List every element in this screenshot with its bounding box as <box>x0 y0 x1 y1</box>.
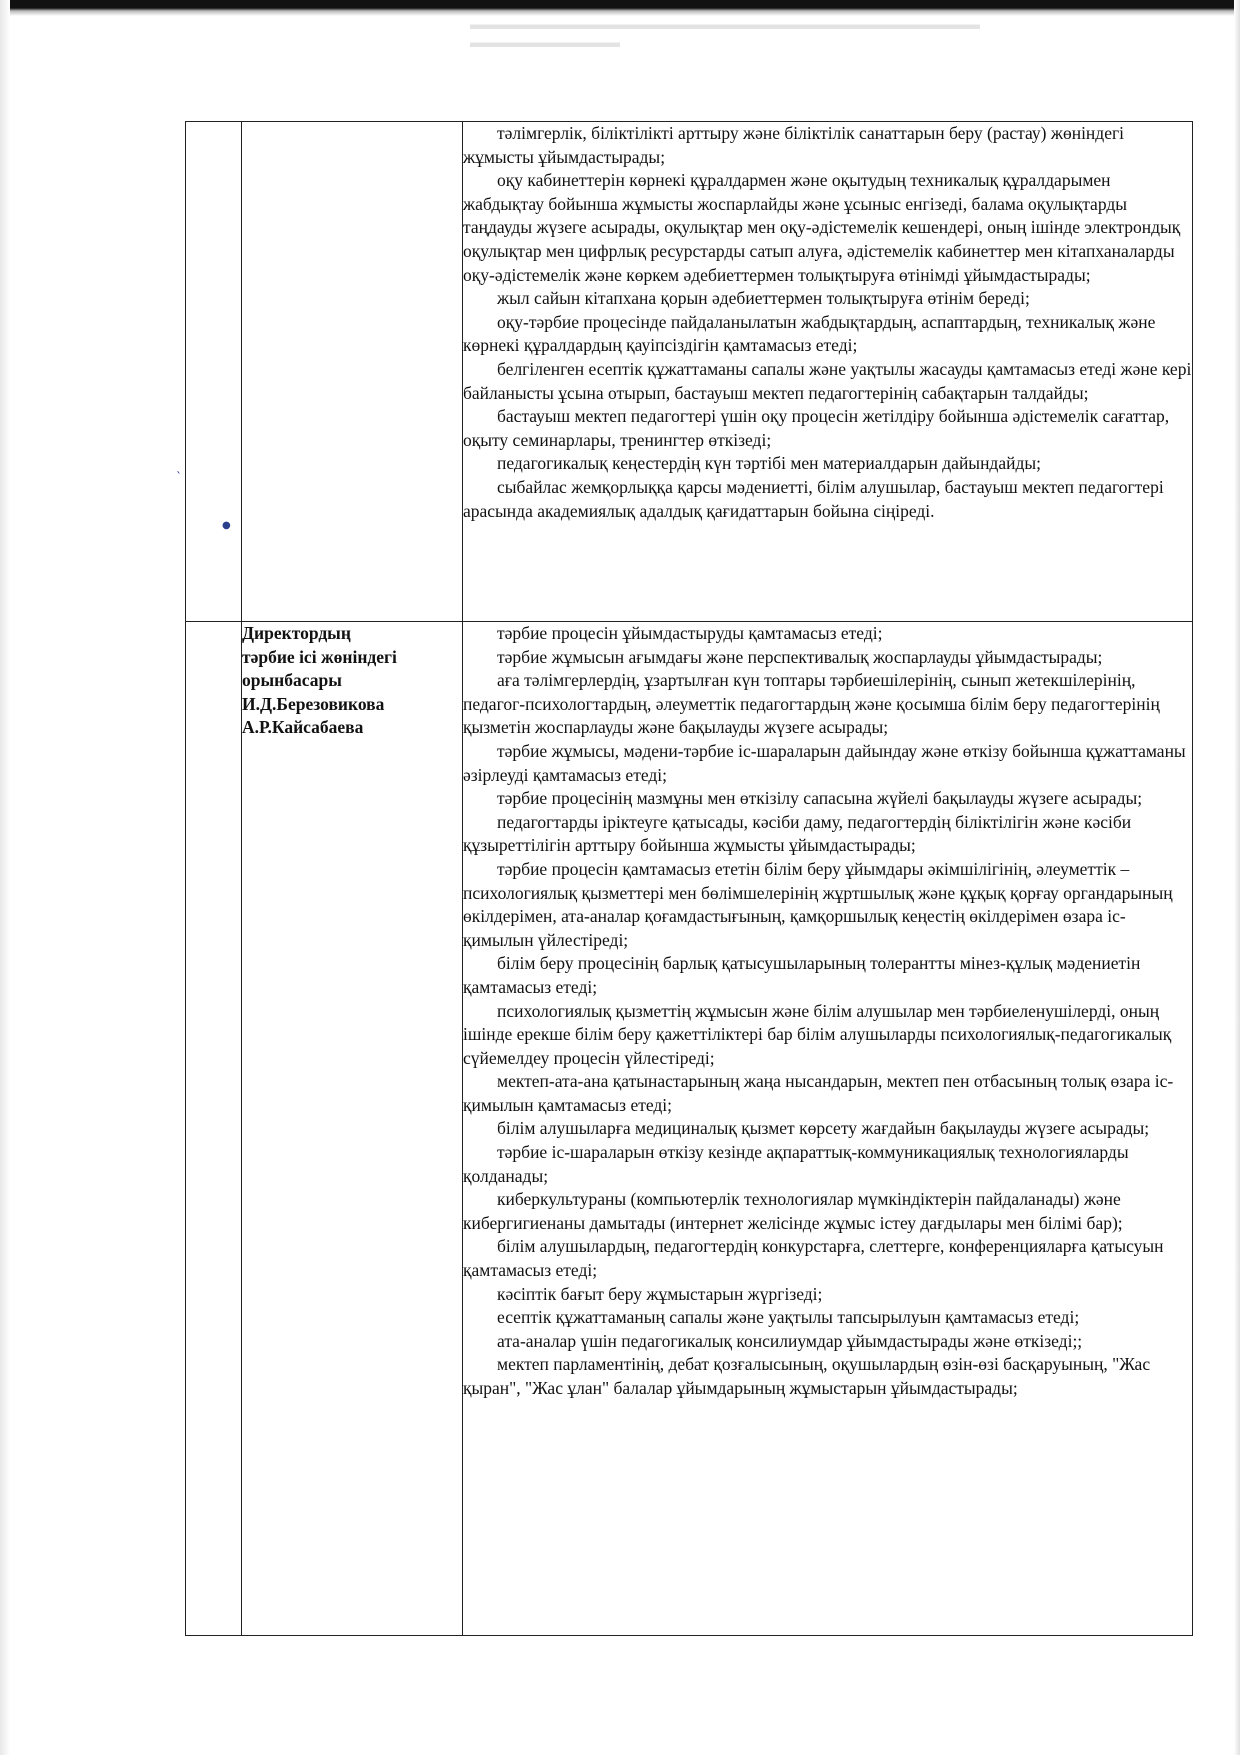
duty-item: оқу кабинеттерін көрнекі құралдармен және оқытудың техникалық құралдарымен жабдықтау бойынша жұмысты жоспарлайды және ұсыныс енгізеді, балама оқулықтарды таңдауды жүзеге асырады, оқулықтар мен оқу-әдістемелік кешендері, оның ішінде электрондық оқулықтар мен цифрлық ресурстарды сатып алуға, әдістемелік кабинеттер мен кітапханаларды оқу-әдістемелік және көркем әдебиеттермен толықтыруға өтінімді ұйымдастырады; <box>463 170 1181 285</box>
position-line: орынбасары <box>242 670 342 691</box>
duty-item: тәрбие іс-шараларын өткізу кезінде ақпараттық-коммуникациялық технологияларды қолданады; <box>463 1142 1129 1186</box>
duty-item: аға тәлімгерлердің, ұзартылған күн топтары тәрбиешілерінің, сынып жетекшілерінің, педагог-психологтардың, әлеуметтік педагогтардың және қосымша білім беру педагогтерінің қызметін жоспарлауды және бақылауды жүзеге асырады; <box>463 670 1160 738</box>
scan-top-edge <box>0 0 1240 16</box>
position-cell <box>242 622 463 1636</box>
duty-item: киберкультураны (компьютерлік технологиялар мүмкіндіктерін пайдаланады) және кибергигиенаны дамытады (интернет желісінде жұмыс істеу дағдылары мен білімі бар); <box>463 1189 1123 1233</box>
duty-item: оқу-тәрбие процесінде пайдаланылатын жабдықтардың, аспаптардың, техникалық және көрнекі құралдардың қауіпсіздігін қамтамасыз етеді; <box>463 311 1156 356</box>
table-row <box>186 122 1193 622</box>
duty-item: педагогикалық кеңестердің күн тәртібі мен материалдарын дайындайды; <box>497 453 1041 474</box>
duty-item: сыбайлас жемқорлыққа қарсы мәдениетті, білім алушылар, бастауыш мектеп педагогтері арасында академиялық адалдық қағидаттарын бойына сіңіреді. <box>463 476 1164 521</box>
pen-mark-tick: ˋ <box>176 470 182 484</box>
duty-item: тәрбие процесінің мазмұны мен өткізілу сапасына жүйелі бақылауды жүзеге асырады; <box>497 788 1143 809</box>
position-line: тәрбие ісі жөніндегі <box>242 646 397 667</box>
duties-table-body <box>186 122 1193 1636</box>
duty-item: мектеп-ата-ана қатынастарының жаңа нысандарын, мектеп пен отбасының толық өзара іс-қимылын қамтамасыз етеді; <box>463 1071 1174 1115</box>
duty-item: білім беру процесінің барлық қатысушыларының толерантты мінез-құлық мәдениетін қамтамасыз етеді; <box>463 953 1141 997</box>
duty-item: тәрбие жұмысы, мәдени-тәрбие іс-шараларын дайындау және өткізу бойынша құжаттаманы әзірлеуді қамтамасыз етеді; <box>463 740 1186 785</box>
duty-item: мектеп парламентінің, дебат қозғалысының, оқушылардың өзін-өзі басқаруының, "Жас қыран", "Жас ұлан" балалар ұйымдарының жұмыстарын ұйымдастырады; <box>463 1354 1151 1398</box>
duty-item: педагогтарды іріктеуге қатысады, кәсіби даму, педагогтердің біліктілігін және кәсіби құзыреттілігін арттыру бойынша жұмысты ұйымдастырады; <box>463 811 1132 856</box>
duty-item: тәрбие процесін қамтамасыз ететін білім беру ұйымдары әкімшілігінің, әлеуметтік – психологиялық қызметтері мен бөлімшелерінің жұртшылық және құқық қорғау органдарының өкілдерімен, ата-аналар қоғамдастығының, қамқоршылық кеңестің өкілдерімен өзара іс-қимылын үйлестіреді; <box>463 858 1173 950</box>
duties-cell <box>463 622 1193 1636</box>
duty-item: ата-аналар үшін педагогикалық консилиумдар ұйымдастырады және өткізеді;; <box>497 1330 1083 1351</box>
duties-table <box>185 121 1193 1636</box>
duty-item: психологиялық қызметтің жұмысын және білім алушылар мен тәрбиеленушілерді, оның ішінде ерекше білім беру қажеттіліктері бар білім алушыларды психологиялық-педагогикалық сүйемелдеу процесін үйлестіреді; <box>463 1000 1172 1068</box>
bleed-through-text: ▬▬▬▬▬▬▬▬▬▬▬▬▬▬▬▬▬▬▬▬▬▬▬▬▬▬▬▬▬▬▬▬▬▬ ▬▬▬▬▬▬▬▬▬▬ <box>470 17 980 51</box>
duty-item: есептік құжаттаманың сапалы және уақтылы тапсырылуын қамтамасыз етеді; <box>497 1307 1080 1328</box>
position-line: И.Д.Березовикова <box>242 693 385 714</box>
duty-item: тәрбие процесін ұйымдастыруды қамтамасыз етеді; <box>497 623 883 643</box>
position-line: А.Р.Кайсабаева <box>242 717 364 738</box>
duty-item: кәсіптік бағыт беру жұмыстарын жүргізеді; <box>497 1283 823 1304</box>
number-cell <box>186 622 242 1636</box>
duty-item: тәрбие жұмысын ағымдағы және перспективалық жоспарлауды ұйымдастырады; <box>497 646 1103 667</box>
position-line: Директордың <box>242 623 351 643</box>
duty-item: білім алушылардың, педагогтердің конкурстарға, слеттерге, конференцияларға қатысуын қамтамасыз етеді; <box>463 1236 1164 1281</box>
duty-item: бастауыш мектеп педагогтері үшін оқу процесін жетілдіру бойынша әдістемелік сағаттар, оқыту семинарлары, тренингтер өткізеді; <box>463 406 1170 450</box>
duty-item: білім алушыларға медициналық қызмет көрсету жағдайын бақылауды жүзеге асырады; <box>497 1118 1150 1139</box>
table-row <box>186 622 1193 1636</box>
duty-item: белгіленген есептік құжаттаманы сапалы және уақтылы жасауды қамтамасыз етеді және кері байланысты ұсына отырып, бастауыш мектеп педагогтерінің сабақтарын талдайды; <box>463 358 1192 403</box>
scan-right-edge <box>1234 0 1240 1755</box>
position-cell <box>242 122 463 622</box>
number-cell <box>186 122 242 622</box>
duty-item: жыл сайын кітапхана қорын әдебиеттермен толықтыруға өтінім береді; <box>497 288 1030 309</box>
scan-left-edge <box>0 0 10 1755</box>
pen-mark-dot: ● <box>222 520 231 531</box>
duties-cell <box>463 122 1193 622</box>
duty-item: тәлімгерлік, біліктілікті арттыру және біліктілік санаттарын беру (растау) жөніндегі жұмысты ұйымдастырады; <box>463 123 1125 167</box>
